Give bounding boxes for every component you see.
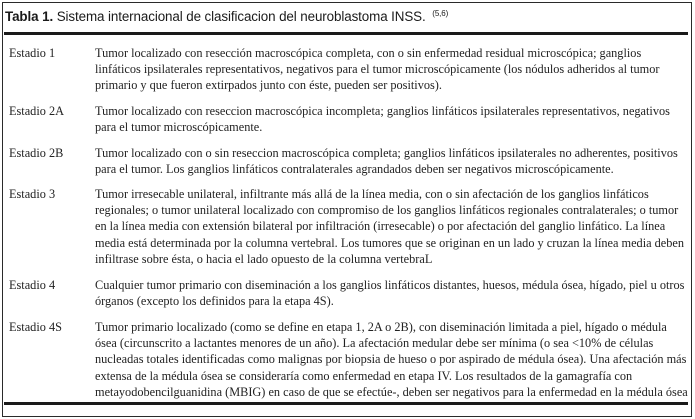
description-line: extensa de la médula ósea se consideraría como enfermedad en etapa IV. Los resultados de la gamagrafía con <box>95 368 633 383</box>
stage-description <box>95 103 670 135</box>
stage-description <box>95 277 685 309</box>
description-line: Cualquier tumor primario con diseminación a los ganglios linfáticos distantes, huesos, médula ósea, hígado, piel u otros <box>95 278 685 292</box>
stage-description <box>95 319 688 400</box>
description-line: para el tumor microscópicamente. <box>95 120 263 135</box>
description-line: nucleadas totales identificadas como malignas por biopsia de hueso o por aspirado de médula ósea). Una afectación más <box>95 352 687 367</box>
description-line: infiltrase sobre ésta, o hacia el lado opuesto de la columna vertebraL <box>95 251 433 266</box>
description-line: linfáticos ipsilaterales representativos, negativos para el tumor microscópicamente (los nódulos adheridos al tumor <box>95 62 660 77</box>
description-line: órganos (excepto los definidos para la etapa 4S). <box>95 294 334 309</box>
stage-label: Estadio 1 <box>9 46 56 60</box>
description-line: Tumor primario localizado (como se define en etapa 1, 2A o 2B), con diseminación limitada a piel, hígado o médula <box>95 320 667 334</box>
description-line: en la línea media con extensión bilateral por infiltración (irresecable) o por afectación del ganglio linfático. La línea <box>95 219 666 234</box>
caption-title: Sistema internacional de clasificacion del neuroblastoma INSS. <box>56 9 426 24</box>
caption-label: Tabla 1. <box>5 9 54 24</box>
description-line: primario y que fueron extirpados junto con éste, pueden ser positivos). <box>95 78 442 93</box>
table-bottom-rule <box>4 402 688 405</box>
stage-label: Estadio 4 <box>9 278 56 292</box>
stage-label: Estadio 2A <box>9 104 64 118</box>
stage-label: Estadio 3 <box>9 187 56 201</box>
description-line: Tumor localizado con resección macroscópica completa, con o sin enfermedad residual microscópica; ganglios <box>95 46 642 60</box>
stage-label: Estadio 4S <box>9 320 62 334</box>
description-line: media está determinada por la columna vertebral. Los tumores que se originan en un lado y cruzan la línea media deben <box>95 235 685 250</box>
table-top-rule <box>4 32 688 35</box>
table-caption <box>5 9 448 24</box>
description-line: Tumor localizado con reseccion macroscópica incompleta; ganglios linfáticos ipsilaterales representativos, negativos <box>95 104 670 118</box>
description-line: Tumor irresecable unilateral, infiltrante más allá de la línea media, con o sin afectación de los ganglios linfáticos <box>95 187 649 201</box>
caption-references: (5,6) <box>432 9 449 18</box>
description-line: metayodobencilguanidina (MBIG) en caso de que se efectúe-, deben ser negativos para la enfermedad en la médula ósea <box>95 384 688 399</box>
description-line: Tumor localizado con o sin reseccion macroscópica completa; ganglios linfáticos ipsilaterales no adherentes, positivos <box>95 146 678 160</box>
description-line: para el tumor. Los ganglios linfáticos contralaterales agrandados deben ser negativos microscópicamente. <box>95 162 614 177</box>
stage-label: Estadio 2B <box>9 146 64 160</box>
stage-description <box>95 186 685 267</box>
description-line: ósea (circunscrito a lactantes menores de un año). La afectación medular debe ser mínima (o sea <10% de células <box>95 336 654 351</box>
stage-description <box>95 145 678 177</box>
stage-description <box>95 45 667 94</box>
description-line: regionales; o tumor unilateral localizado con compromiso de los ganglios linfáticos regionales contralaterales; o tumor <box>95 203 679 218</box>
